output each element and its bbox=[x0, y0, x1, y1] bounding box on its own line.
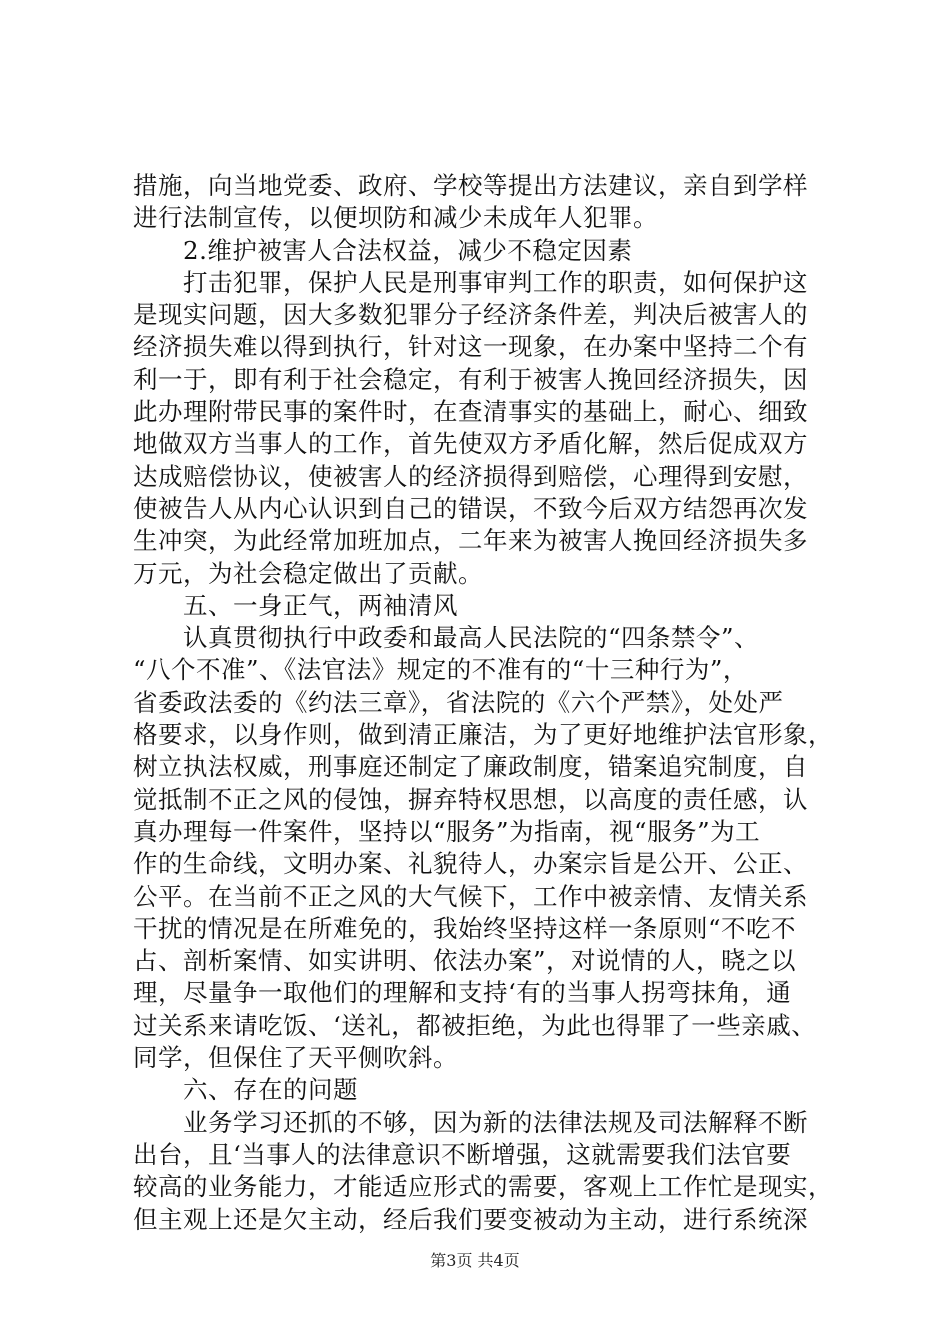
text-line: 格要求，以身作则，做到清正廉洁，为了更好地维护法官形象， bbox=[133, 720, 833, 750]
text-line: 生冲突，为此经常加班加点，二年来为被害人挽回经济损失多 bbox=[133, 526, 808, 556]
text-line: 同学，但保住了天平侧吹斜。 bbox=[133, 1043, 458, 1073]
text-line: 五、一身正气，两袖清风 bbox=[183, 590, 458, 620]
text-line: 2.维护被害人合法权益，减少不稳定因素 bbox=[183, 235, 633, 265]
text-line: 达成赔偿协议，使被害人的经济损得到赔偿，心理得到安慰， bbox=[133, 461, 808, 491]
text-line: 进行法制宣传，以便坝防和减少未成年人犯罪。 bbox=[133, 203, 658, 233]
document-body bbox=[133, 170, 833, 1236]
text-line: 过关系来请吃饭、‘送礼，都被拒绝，为此也得罪了一些亲戚、 bbox=[133, 1010, 817, 1040]
text-line: 但主观上还是欠主动，经后我们要变被动为主动，进行系统深 bbox=[133, 1204, 808, 1234]
text-line: 认真贯彻执行中政委和最高人民法院的“四条禁令”、 bbox=[183, 623, 760, 653]
text-line: 觉抵制不正之风的侵蚀，摒弃特权思想，以高度的责任感，认 bbox=[133, 784, 808, 814]
text-line: 六、存在的问题 bbox=[183, 1075, 358, 1105]
text-line: 占、剖析案情、如实讲明、依法办案”，对说情的人，晓之以 bbox=[133, 946, 797, 976]
text-line: 理，尽量争一取他们的理解和支持‘有的当事人拐弯抹角，通 bbox=[133, 978, 792, 1008]
text-line: 出台，且‘当事人的法律意识不断增强，这就需要我们法官要 bbox=[133, 1139, 792, 1169]
text-line: 省委政法委的《约法三章》，省法院的《六个严禁》，处处严 bbox=[133, 687, 784, 717]
text-line: 使被告人从内心认识到自己的错误，不致今后双方结怨再次发 bbox=[133, 493, 808, 523]
text-line: 较高的业务能力，才能适应形式的需要，客观上工作忙是现实， bbox=[133, 1172, 833, 1202]
text-line: 公平。在当前不正之风的大气候下，工作中被亲情、友情关系 bbox=[133, 881, 808, 911]
text-line: 经济损失难以得到执行，针对这一现象，在办案中坚持二个有 bbox=[133, 332, 808, 362]
text-line: “八个不准”、《法官法》规定的不准有的“十三种行为”， bbox=[133, 655, 748, 685]
text-line: 打击犯罪，保护人民是刑事审判工作的职责，如何保护这 bbox=[183, 267, 808, 297]
page-footer: 第3页 共4页 bbox=[430, 1251, 520, 1270]
text-line: 干扰的情况是在所难免的，我始终坚持这样一条原则“不吃不 bbox=[133, 913, 797, 943]
text-line: 万元，为社会稳定做出了贡献。 bbox=[133, 558, 483, 588]
text-line: 树立执法权威，刑事庭还制定了廉政制度，错案追究制度，自 bbox=[133, 752, 808, 782]
text-line: 作的生命线，文明办案、礼貌待人，办案宗旨是公开、公正、 bbox=[133, 849, 808, 879]
text-line: 是现实问题，因大多数犯罪分子经济条件差，判决后被害人的 bbox=[133, 300, 808, 330]
text-line: 利一于，即有利于社会稳定，有利于被害人挽回经济损失，因 bbox=[133, 364, 808, 394]
text-line: 此办理附带民事的案件时，在查清事实的基础上，耐心、细致 bbox=[133, 397, 808, 427]
text-line: 真办理每一件案件，坚持以“服务”为指南，视“服务”为工 bbox=[133, 816, 761, 846]
text-line: 措施，向当地党委、政府、学校等提出方法建议，亲自到学样 bbox=[133, 171, 808, 200]
text-line: 地做双方当事人的工作，首先使双方矛盾化解，然后促成双方 bbox=[133, 429, 808, 459]
text-line: 业务学习还抓的不够，因为新的法律法规及司法解释不断 bbox=[183, 1107, 808, 1137]
